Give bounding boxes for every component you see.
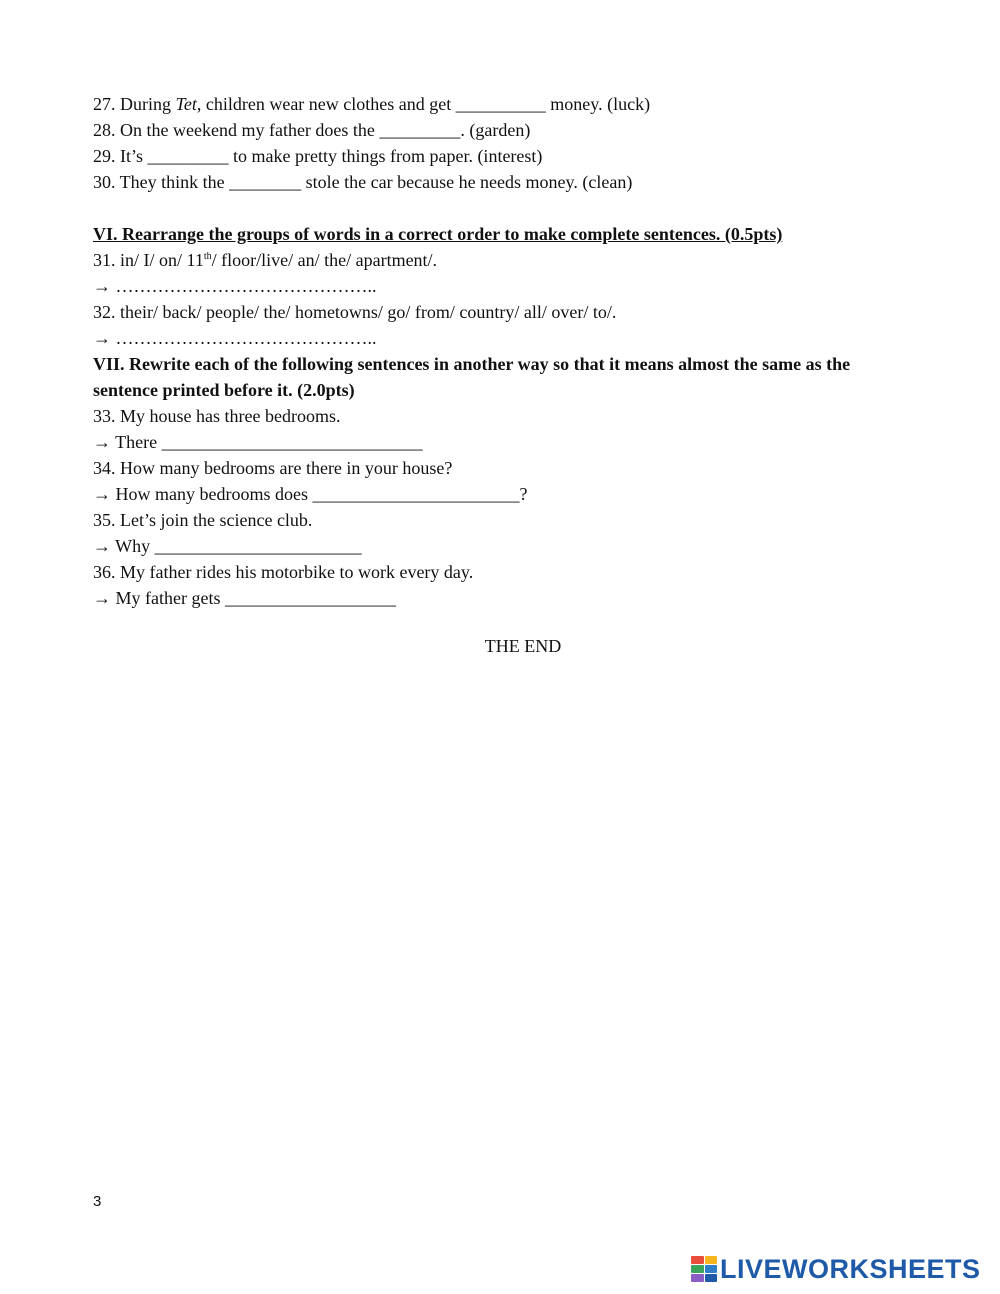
page-number: 3 xyxy=(93,1193,102,1210)
answer-33[interactable]: → There _____________________________ xyxy=(93,432,423,452)
spacer xyxy=(93,195,913,221)
question-31: 31. in/ I/ on/ 11th/ floor/live/ an/ the/ apartment/. xyxy=(93,250,438,270)
answer-36[interactable]: → My father gets ___________________ xyxy=(93,588,396,608)
question-27: 27. During Tet, children wear new clothes and get __________ money. (luck) xyxy=(93,94,651,114)
the-end-text: THE END xyxy=(484,636,562,656)
question-33: 33. My house has three bedrooms. xyxy=(93,406,341,426)
liveworksheets-logo xyxy=(691,1254,981,1284)
logo-block xyxy=(705,1274,718,1282)
logo-block xyxy=(705,1265,718,1273)
question-34: 34. How many bedrooms are there in your house? xyxy=(93,458,453,478)
question-28: 28. On the weekend my father does the _________. (garden) xyxy=(93,120,531,140)
section-6-heading: VI. Rearrange the groups of words in a correct order to make complete sentences. (0.5pts) xyxy=(93,224,783,244)
question-36: 36. My father rides his motorbike to work every day. xyxy=(93,562,474,582)
worksheet-content xyxy=(93,91,913,611)
answer-32[interactable]: → …………………………………….. xyxy=(93,328,377,348)
logo-text: LIVEWORKSHEETS xyxy=(720,1253,981,1284)
logo-block xyxy=(691,1265,704,1273)
answer-34[interactable]: → How many bedrooms does _______________________? xyxy=(93,484,528,504)
logo-mark-icon xyxy=(691,1256,717,1282)
answer-35[interactable]: → Why _______________________ xyxy=(93,536,362,556)
logo-block xyxy=(705,1256,718,1264)
question-29: 29. It’s _________ to make pretty things from paper. (interest) xyxy=(93,146,543,166)
answer-31[interactable]: → …………………………………….. xyxy=(93,276,377,296)
logo-block xyxy=(691,1274,704,1282)
question-30: 30. They think the ________ stole the car because he needs money. (clean) xyxy=(93,172,633,192)
logo-block xyxy=(691,1256,704,1264)
question-32: 32. their/ back/ people/ the/ hometowns/ go/ from/ country/ all/ over/ to/. xyxy=(93,302,617,322)
question-35: 35. Let’s join the science club. xyxy=(93,510,313,530)
tet-word: Tet xyxy=(175,94,197,114)
section-7-heading: VII. Rewrite each of the following sentences in another way so that it means almost the same as the sentence printed before it. (2.0pts) xyxy=(93,354,851,400)
